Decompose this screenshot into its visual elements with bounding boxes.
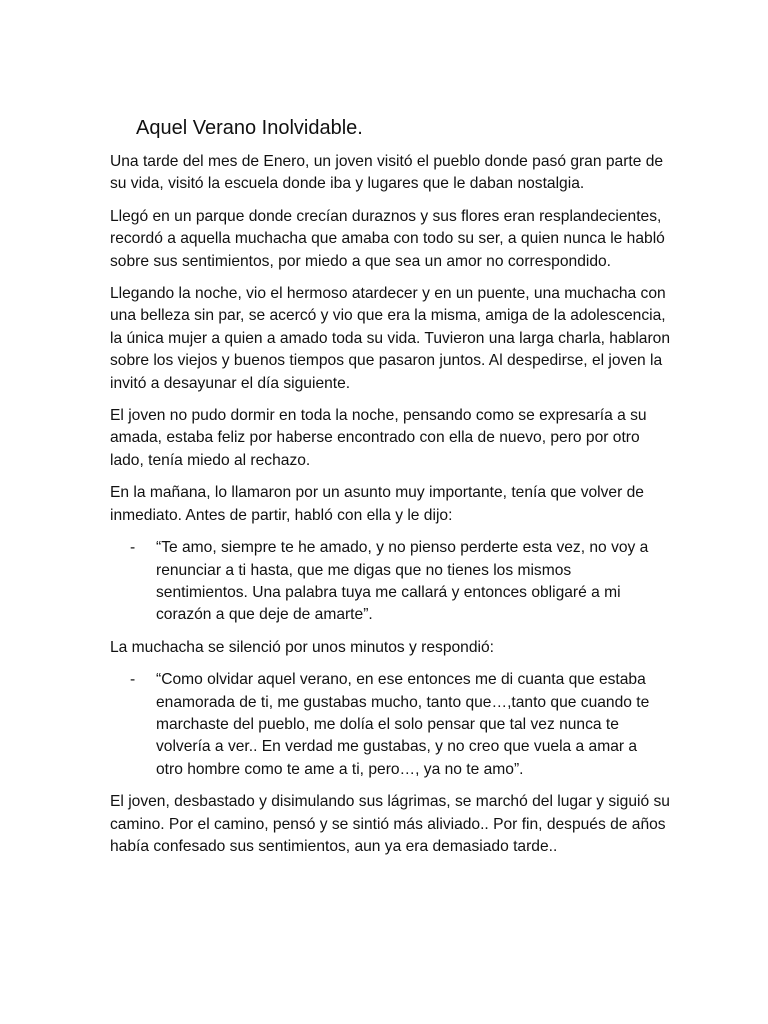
paragraph-6: La muchacha se silenció por unos minutos y respondió: xyxy=(110,638,494,656)
quote-1 xyxy=(110,537,656,627)
quote-text: “Como olvidar aquel verano, en ese entonces me di cuanta que estaba enamorada de ti, me gustabas mucho, tanto que…,tanto que cuando te marchaste del pueblo, me dolía el solo pensar que tal vez nunca te volvería a ver.. En verdad me gustabas, y no creo que vuela a amar a otro hombre como te ame a ti, pero…, ya no te amo”. xyxy=(156,671,650,778)
paragraph-3: Llegando la noche, vio el hermoso atardecer y en un puente, una muchacha con una belleza sin par, se acercó y vio que era la misma, amiga de la adolescencia, la única mujer a quien a amado toda su vida. Tuvieron una larga charla, hablaron sobre los viejos y buenos tiempos que pasaron juntos. Al despedirse, el joven la invitó a desayunar el día siguiente. xyxy=(110,285,670,392)
quote-2 xyxy=(110,669,656,781)
paragraph-7: El joven, desbastado y disimulando sus lágrimas, se marchó del lugar y siguió su camino. Por el camino, pensó y se sintió más aliviado.. Por fin, después de años había confesado sus sentimientos, aun ya era demasiado tarde.. xyxy=(110,793,670,855)
paragraph-1: Una tarde del mes de Enero, un joven visitó el pueblo donde pasó gran parte de su vida, visitó la escuela donde iba y lugares que le daban nostalgia. xyxy=(110,153,664,193)
document-title: Aquel Verano Inolvidable. xyxy=(136,117,363,139)
quote-dash: - xyxy=(130,671,136,689)
paragraph-5: En la mañana, lo llamaron por un asunto muy importante, tenía que volver de inmediato. Antes de partir, habló con ella y le dijo: xyxy=(110,484,644,524)
quote-dash: - xyxy=(130,539,136,557)
document-body xyxy=(110,151,670,868)
paragraph-2: Llegó en un parque donde crecían duraznos y sus flores eran resplandecientes, recordó a aquella muchacha que amaba con todo su ser, a quien nunca le habló sobre sus sentimientos, por miedo a que sea un amor no correspondido. xyxy=(110,207,665,270)
quote-text: “Te amo, siempre te he amado, y no pienso perderte esta vez, no voy a renunciar a ti hasta, que me digas que no tienes los mismos sentimientos. Una palabra tuya me callará y entonces obligaré a mi corazón a que deje de amarte”. xyxy=(156,539,649,624)
paragraph-4: El joven no pudo dormir en toda la noche, pensando como se expresaría a su amada, estaba feliz por haberse encontrado con ella de nuevo, pero por otro lado, tenía miedo al rechazo. xyxy=(110,407,647,469)
